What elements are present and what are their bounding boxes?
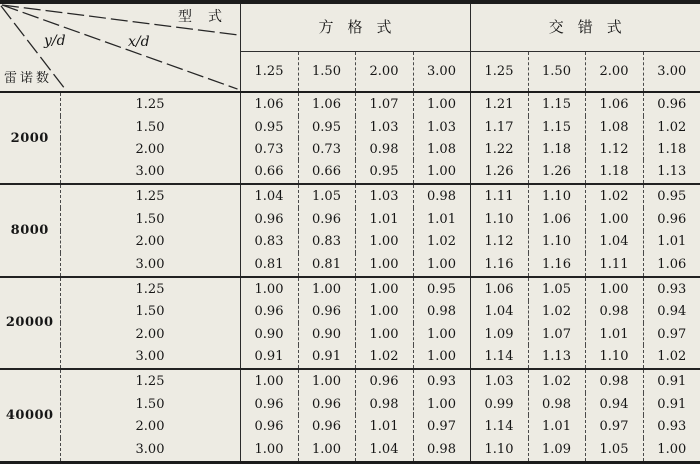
yd-value: 2.00 [60,323,240,345]
staggered-coefficient-value: 0.93 [643,415,700,437]
square-coefficient-value: 1.03 [413,116,470,138]
staggered-coefficient-value: 0.91 [643,369,700,393]
staggered-coefficient-value: 1.22 [470,138,528,160]
table-row [0,92,700,116]
yd-value: 3.00 [60,160,240,184]
square-coefficient-value: 1.00 [298,277,355,301]
staggered-coefficient-value: 1.05 [528,277,585,301]
staggered-coefficient-value: 1.00 [585,277,643,301]
table-row [0,301,700,323]
table-row [0,253,700,277]
staggered-coefficient-value: 1.18 [585,160,643,184]
staggered-coefficient-value: 0.98 [585,369,643,393]
square-coefficient-value: 0.90 [240,323,298,345]
staggered-coefficient-value: 0.96 [643,92,700,116]
square-coefficient-value: 1.00 [355,277,413,301]
square-coefficient-value: 1.07 [355,92,413,116]
square-coefficient-value: 0.96 [240,208,298,230]
staggered-coefficient-value: 0.99 [470,393,528,415]
staggered-coefficient-value: 1.06 [643,253,700,277]
square-coefficient-value: 1.00 [413,160,470,184]
staggered-coefficient-value: 1.04 [470,301,528,323]
staggered-coefficient-value: 1.08 [585,116,643,138]
square-coefficient-value: 0.98 [413,438,470,463]
table-row [0,369,700,393]
square-coefficient-value: 0.98 [413,184,470,208]
square-coefficient-value: 0.98 [413,301,470,323]
square-coefficient-value: 0.95 [298,116,355,138]
square-coefficient-value: 1.04 [355,438,413,463]
table-row [0,438,700,463]
square-coefficient-value: 1.00 [240,438,298,463]
square-coefficient-value: 1.05 [298,184,355,208]
square-coefficient-value: 0.81 [298,253,355,277]
staggered-coefficient-value: 1.09 [470,323,528,345]
square-coefficient-value: 1.08 [413,138,470,160]
staggered-coefficient-value: 1.26 [528,160,585,184]
xd-col-header: 1.50 [298,51,355,92]
staggered-coefficient-value: 1.16 [528,253,585,277]
square-coefficient-value: 1.04 [240,184,298,208]
reynolds-value: 2000 [0,92,60,184]
square-coefficient-value: 1.00 [240,277,298,301]
yd-value: 2.00 [60,138,240,160]
square-coefficient-value: 0.95 [355,160,413,184]
staggered-coefficient-value: 1.14 [470,415,528,437]
staggered-coefficient-value: 1.05 [585,438,643,463]
table-row [0,231,700,253]
square-coefficient-value: 0.96 [355,369,413,393]
square-coefficient-value: 0.95 [240,116,298,138]
yd-value: 1.50 [60,393,240,415]
staggered-coefficient-value: 1.13 [528,345,585,369]
square-coefficient-value: 0.96 [240,301,298,323]
staggered-coefficient-value: 0.95 [643,184,700,208]
staggered-coefficient-value: 0.98 [585,301,643,323]
header-row-groups [0,2,700,51]
xd-col-header: 2.00 [585,51,643,92]
square-coefficient-value: 0.96 [298,415,355,437]
staggered-coefficient-value: 0.94 [585,393,643,415]
yd-value: 1.25 [60,369,240,393]
square-coefficient-value: 0.73 [240,138,298,160]
yd-value: 2.00 [60,415,240,437]
square-coefficient-value: 1.00 [413,323,470,345]
staggered-coefficient-value: 1.15 [528,92,585,116]
staggered-coefficient-value: 1.07 [528,323,585,345]
col-group-staggered: 交错式 [470,2,700,51]
square-coefficient-value: 1.00 [355,231,413,253]
square-coefficient-value: 1.00 [240,369,298,393]
staggered-coefficient-value: 0.96 [643,208,700,230]
staggered-coefficient-value: 1.10 [470,208,528,230]
staggered-coefficient-value: 1.03 [470,369,528,393]
yd-value: 1.25 [60,277,240,301]
corner-xd-label: x/d [128,34,150,50]
square-coefficient-value: 1.00 [413,253,470,277]
square-coefficient-value: 1.00 [413,393,470,415]
square-coefficient-value: 1.00 [413,345,470,369]
corner-type-label: 型式 [178,9,238,25]
square-coefficient-value: 1.02 [355,345,413,369]
square-coefficient-value: 0.66 [240,160,298,184]
square-coefficient-value: 1.01 [413,208,470,230]
staggered-coefficient-value: 1.02 [528,301,585,323]
reynolds-value: 20000 [0,277,60,369]
yd-value: 3.00 [60,438,240,463]
corner-yd-label: y/d [44,33,66,49]
staggered-coefficient-value: 1.13 [643,160,700,184]
xd-col-header: 1.50 [528,51,585,92]
staggered-coefficient-value: 1.12 [585,138,643,160]
square-coefficient-value: 0.90 [298,323,355,345]
staggered-coefficient-value: 1.01 [643,231,700,253]
square-coefficient-value: 0.91 [298,345,355,369]
table-row [0,345,700,369]
staggered-coefficient-value: 1.02 [643,345,700,369]
square-coefficient-value: 0.96 [240,415,298,437]
staggered-coefficient-value: 1.02 [528,369,585,393]
staggered-coefficient-value: 0.97 [585,415,643,437]
yd-value: 1.25 [60,92,240,116]
staggered-coefficient-value: 1.10 [528,231,585,253]
square-coefficient-value: 1.00 [413,92,470,116]
square-coefficient-value: 0.91 [240,345,298,369]
square-coefficient-value: 1.00 [355,323,413,345]
xd-col-header: 3.00 [643,51,700,92]
square-coefficient-value: 0.93 [413,369,470,393]
staggered-coefficient-value: 1.00 [585,208,643,230]
reynolds-value: 8000 [0,184,60,276]
square-coefficient-value: 0.96 [298,393,355,415]
square-coefficient-value: 0.83 [298,231,355,253]
staggered-coefficient-value: 1.06 [528,208,585,230]
staggered-coefficient-value: 1.00 [643,438,700,463]
staggered-coefficient-value: 1.21 [470,92,528,116]
square-coefficient-value: 1.01 [355,415,413,437]
staggered-coefficient-value: 0.94 [643,301,700,323]
table-row [0,208,700,230]
yd-value: 2.00 [60,231,240,253]
yd-value: 3.00 [60,345,240,369]
reynolds-value: 40000 [0,369,60,462]
xd-col-header: 2.00 [355,51,413,92]
diagonal-header-cell [0,2,240,92]
square-coefficient-value: 1.03 [355,116,413,138]
staggered-coefficient-value: 0.93 [643,277,700,301]
staggered-coefficient-value: 1.04 [585,231,643,253]
staggered-coefficient-value: 1.26 [470,160,528,184]
staggered-coefficient-value: 1.10 [585,345,643,369]
table-row [0,160,700,184]
square-coefficient-value: 0.81 [240,253,298,277]
square-coefficient-value: 0.98 [355,393,413,415]
yd-value: 1.50 [60,301,240,323]
staggered-coefficient-value: 1.17 [470,116,528,138]
staggered-coefficient-value: 1.01 [585,323,643,345]
square-coefficient-value: 1.02 [413,231,470,253]
staggered-coefficient-value: 1.14 [470,345,528,369]
staggered-coefficient-value: 1.15 [528,116,585,138]
table-row [0,415,700,437]
staggered-coefficient-value: 1.11 [585,253,643,277]
square-coefficient-value: 1.06 [240,92,298,116]
staggered-coefficient-value: 1.06 [585,92,643,116]
staggered-coefficient-value: 1.06 [470,277,528,301]
staggered-coefficient-value: 1.02 [643,116,700,138]
staggered-coefficient-value: 0.98 [528,393,585,415]
square-coefficient-value: 0.97 [413,415,470,437]
square-coefficient-value: 0.98 [355,138,413,160]
table-row [0,184,700,208]
xd-col-header: 1.25 [470,51,528,92]
staggered-coefficient-value: 1.18 [528,138,585,160]
corner-reynolds-label: 雷诺数 [4,71,53,86]
square-coefficient-value: 1.00 [298,438,355,463]
square-coefficient-value: 0.73 [298,138,355,160]
square-coefficient-value: 0.95 [413,277,470,301]
square-coefficient-value: 0.83 [240,231,298,253]
staggered-coefficient-value: 1.12 [470,231,528,253]
yd-value: 1.50 [60,208,240,230]
square-coefficient-value: 1.00 [298,369,355,393]
yd-value: 1.25 [60,184,240,208]
table-row [0,393,700,415]
table-row [0,277,700,301]
table-row [0,323,700,345]
staggered-coefficient-value: 1.09 [528,438,585,463]
table-row [0,116,700,138]
table-row [0,138,700,160]
square-coefficient-value: 1.00 [355,253,413,277]
staggered-coefficient-value: 0.91 [643,393,700,415]
square-coefficient-value: 1.03 [355,184,413,208]
square-coefficient-value: 0.96 [240,393,298,415]
square-coefficient-value: 0.96 [298,208,355,230]
staggered-coefficient-value: 1.18 [643,138,700,160]
yd-value: 1.50 [60,116,240,138]
staggered-coefficient-value: 1.02 [585,184,643,208]
square-coefficient-value: 1.00 [355,301,413,323]
square-coefficient-value: 0.96 [298,301,355,323]
staggered-coefficient-value: 1.10 [470,438,528,463]
col-group-square: 方格式 [240,2,470,51]
staggered-coefficient-value: 1.16 [470,253,528,277]
staggered-coefficient-value: 1.01 [528,415,585,437]
square-coefficient-value: 0.66 [298,160,355,184]
staggered-coefficient-value: 1.10 [528,184,585,208]
staggered-coefficient-value: 0.97 [643,323,700,345]
yd-value: 3.00 [60,253,240,277]
square-coefficient-value: 1.06 [298,92,355,116]
xd-col-header: 3.00 [413,51,470,92]
xd-col-header: 1.25 [240,51,298,92]
square-coefficient-value: 1.01 [355,208,413,230]
staggered-coefficient-value: 1.11 [470,184,528,208]
